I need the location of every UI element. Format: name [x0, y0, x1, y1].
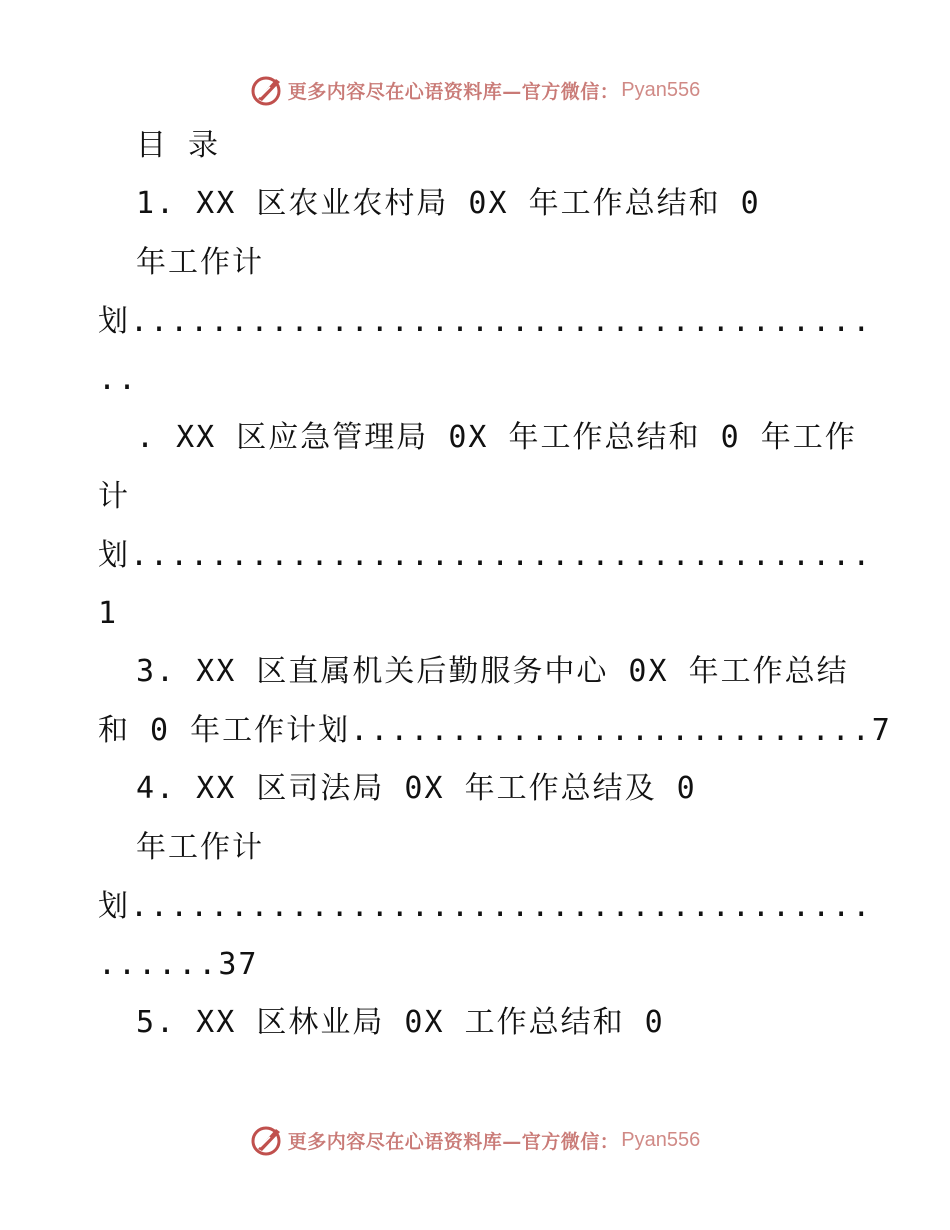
- toc-title: 目 录: [136, 128, 221, 163]
- watermark-wechat-id: Pyan556: [621, 78, 701, 101]
- toc-entry-1-line-2: 年工作计: [136, 245, 264, 280]
- toc-entry-2-line-2: 计: [98, 479, 130, 514]
- toc-entry-3-line-1: 3. XX 区直属机关后勤服务中心 0X 年工作总结: [136, 654, 849, 689]
- toc-entry-1-line-1: 1. XX 区农业农村局 0X 年工作总结和 0: [136, 186, 761, 221]
- toc-entry-1-page: ..: [98, 362, 139, 397]
- toc-entry-1-leader: 划.....................................: [98, 304, 873, 339]
- watermark-wechat-id: Pyan556: [621, 1128, 701, 1151]
- footer-watermark: [0, 1120, 950, 1160]
- watermark-text: 更多内容尽在心语资料库—官方微信：: [287, 1130, 620, 1153]
- toc-entry-4-line-2: 年工作计: [136, 830, 264, 865]
- toc-entry-5-line-1: 5. XX 区林业局 0X 工作总结和 0: [136, 1005, 665, 1040]
- toc-entry-2-page: 1: [98, 596, 119, 631]
- toc-entry-3-line-2: 和 0 年工作计划..........................7: [98, 713, 892, 748]
- toc-entry-4-leader: 划.....................................: [98, 889, 873, 924]
- quill-logo-icon: [250, 1123, 284, 1157]
- toc-entry-2-leader: 划.....................................: [98, 538, 873, 573]
- watermark-text: 更多内容尽在心语资料库—官方微信：: [287, 80, 620, 103]
- toc-entry-2-line-1: . XX 区应急管理局 0X 年工作总结和 0 年工作: [136, 420, 857, 455]
- toc-entry-4-line-1: 4. XX 区司法局 0X 年工作总结及 0: [136, 771, 697, 806]
- toc-entry-4-page: ......37: [98, 947, 259, 982]
